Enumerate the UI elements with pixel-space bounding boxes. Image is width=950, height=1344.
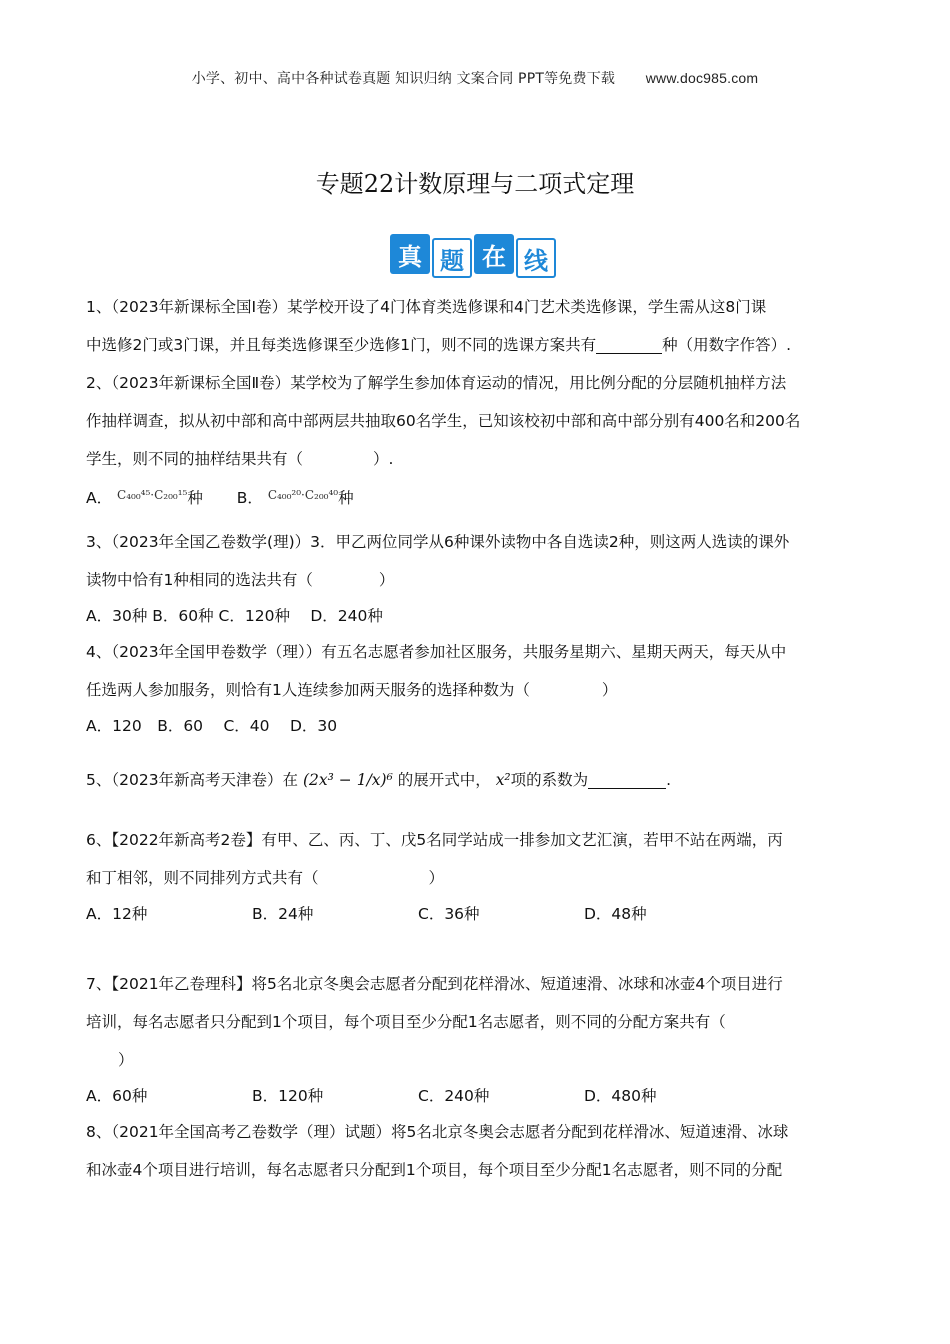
q5-line: [86, 761, 866, 799]
question-list: [86, 288, 866, 1189]
q6-option-c: C．36种: [418, 905, 480, 923]
badge-char-3: 在: [474, 234, 514, 274]
q4-line2: [86, 671, 866, 709]
q7-option-c: C．240种: [418, 1087, 490, 1105]
q5-term: x²: [495, 771, 511, 789]
q2-line3: [86, 440, 866, 478]
q2-option-a-tail: 种: [187, 489, 203, 507]
q7-option-b: B．120种: [252, 1087, 324, 1105]
q7-option-d: D．480种: [584, 1087, 657, 1105]
q6-option-b: B．24种: [252, 905, 314, 923]
q7-line2: 培训，每名志愿者只分配到1个项目，每个项目至少分配1名志愿者，则不同的分配方案共有（: [86, 1013, 726, 1031]
q5-mid: 的展开式中，: [397, 771, 491, 789]
q3-line2: [86, 561, 866, 599]
q5-lead: 5、（2023年新高考天津卷）在: [86, 771, 299, 789]
q4-line1: 4、（2023年全国甲卷数学（理））有五名志愿者参加社区服务，共服务星期六、星期天两天，每天从中: [86, 643, 787, 661]
q6-line2-text: 和丁相邻，则不同排列方式共有（: [86, 869, 319, 887]
q3-line2-text: 读物中恰有1种相同的选法共有（: [86, 571, 313, 589]
q4-line2-tail: ）: [601, 681, 618, 699]
q6-line2-tail: ）: [428, 869, 445, 887]
badge-char-1: 真: [390, 234, 430, 274]
q2-option-b-label: B．: [236, 489, 263, 507]
q2-option-b-expr: C₄₀₀²⁰·C₂₀₀⁴⁰: [267, 488, 339, 502]
q3-options: A．30种 B．60种 C．120种 D．240种: [86, 607, 383, 625]
q7-line3: ）: [118, 1051, 134, 1069]
badge-char-4: 线: [516, 238, 556, 278]
q4-line2-text: 任选两人参加服务，则恰有1人连续参加两天服务的选择种数为（: [86, 681, 530, 699]
q7-options: [86, 1079, 866, 1113]
header-url[interactable]: www.doc985.com: [645, 70, 759, 86]
q5-expression: (2x³ − 1/x)⁶: [303, 771, 393, 789]
q3-line2-tail: ）: [378, 571, 395, 589]
q1-line2-text: 中选修2门或3门课，并且每类选修课至少选修1门，则不同的选课方案共有: [86, 336, 597, 354]
q6-option-d: D．48种: [584, 905, 647, 923]
q2-option-b-tail: 种: [338, 489, 354, 507]
q1-line2-tail: 种（用数字作答）.: [662, 336, 792, 354]
q6-line2: [86, 859, 866, 897]
q8-line1: 8、（2021年全国高考乙卷数学（理）试题）将5名北京冬奥会志愿者分配到花样滑冰、短道速滑、冰球: [86, 1123, 789, 1141]
q5-end: .: [666, 771, 672, 789]
section-badge: [390, 234, 562, 278]
q5-tail: 项的系数为: [510, 771, 589, 789]
q8-line2: 和冰壶4个项目进行培训，每名志愿者只分配到1个项目，每个项目至少分配1名志愿者，则不同的分配: [86, 1161, 783, 1179]
q3-line1: 3、（2023年全国乙卷数学(理)）3．甲乙两位同学从6种课外读物中各自选读2种，则这两人选读的课外: [86, 533, 790, 551]
q6-line1: 6、【2022年新高考2卷】有甲、乙、丙、丁、戊5名同学站成一排参加文艺汇演，若甲不站在两端，丙: [86, 831, 783, 849]
q2-options: [86, 478, 866, 515]
q2-option-a-label: A．: [86, 489, 113, 507]
q1-line2: [86, 326, 866, 364]
q4-options: A．120 B．60 C．40 D．30: [86, 717, 338, 735]
q2-line1: 2、（2023年新课标全国Ⅱ卷）某学校为了解学生参加体育运动的情况，用比例分配的分层随机抽样方法: [86, 374, 787, 392]
page-title: 专题22计数原理与二项式定理: [315, 170, 635, 198]
badge-char-2: 题: [432, 238, 472, 278]
q2-line3-text: 学生，则不同的抽样结果共有（: [86, 450, 304, 468]
header-text: 小学、初中、高中各种试卷真题 知识归纳 文案合同 PPT等免费下载: [191, 71, 616, 87]
q2-line3-tail: ）.: [373, 450, 394, 468]
q2-option-a-expr: C₄₀₀⁴⁵·C₂₀₀¹⁵: [117, 488, 188, 502]
q1-line1: 1、（2023年新课标全国Ⅰ卷）某学校开设了4门体育类选修课和4门艺术类选修课，学生需从这8门课: [86, 298, 767, 316]
q6-options: [86, 897, 866, 931]
q2-line2: 作抽样调查，拟从初中部和高中部两层共抽取60名学生，已知该校初中部和高中部分别有400名和200名: [86, 412, 801, 430]
q6-option-a: A．12种: [86, 905, 148, 923]
q7-line1: 7、【2021年乙卷理科】将5名北京冬奥会志愿者分配到花样滑冰、短道速滑、冰球和冰壶4个项目进行: [86, 975, 783, 993]
page-header: [0, 68, 950, 88]
q5-answer-blank[interactable]: [588, 770, 666, 789]
q1-answer-blank[interactable]: [596, 335, 662, 354]
q7-option-a: A．60种: [86, 1087, 148, 1105]
